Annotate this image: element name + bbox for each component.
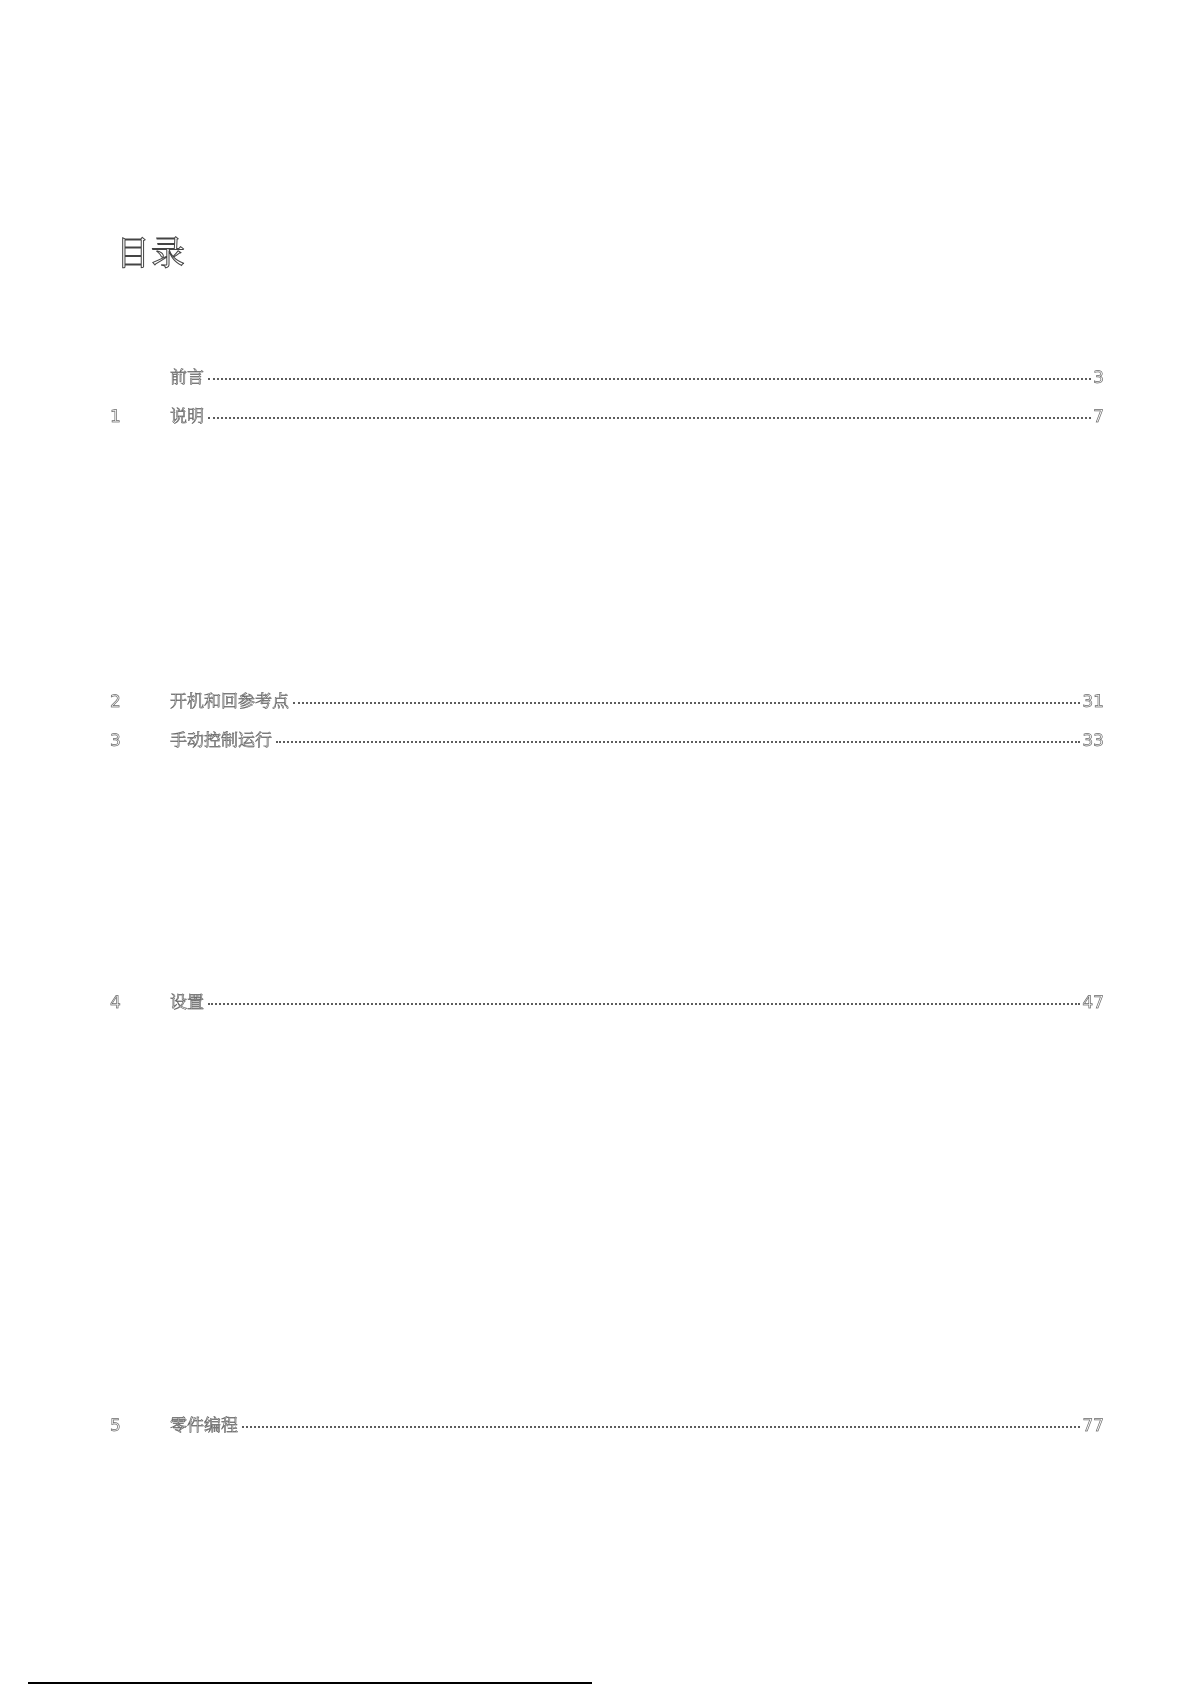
toc-entry-page: 31 [1082,692,1104,712]
toc-entry-preface[interactable] [110,366,1104,390]
toc-entry-page: 47 [1082,993,1104,1013]
toc-entry-chapter-4[interactable] [110,991,1104,1015]
toc-entry-page: 33 [1082,731,1104,751]
toc-dot-leader [242,1424,1080,1428]
toc-entry-title: 开机和回参考点 [170,692,289,712]
toc-entry-chapter-2[interactable] [110,690,1104,714]
toc-entry-number: 1 [110,407,121,427]
toc-entry-number: 3 [110,731,121,751]
toc-entry-chapter-1[interactable] [110,405,1104,429]
toc-dot-leader [276,739,1080,743]
toc-dot-leader [208,415,1091,419]
toc-entry-title: 设置 [170,993,204,1013]
toc-dot-leader [208,1001,1080,1005]
toc-entry-title: 手动控制运行 [170,731,272,751]
toc-entry-chapter-5[interactable] [110,1414,1104,1438]
page-title: 目录 [116,234,186,274]
toc-entry-page: 3 [1093,368,1104,388]
toc-entry-page: 77 [1082,1416,1104,1436]
toc-entry-page: 7 [1093,407,1104,427]
toc-entry-title: 零件编程 [170,1416,238,1436]
toc-entry-number: 2 [110,692,121,712]
toc-dot-leader [208,376,1091,380]
toc-dot-leader [293,700,1080,704]
footer-rule [28,1682,592,1684]
toc-entry-chapter-3[interactable] [110,729,1104,753]
toc-entry-number: 4 [110,993,121,1013]
toc-entry-title: 说明 [170,407,204,427]
toc-entry-title: 前言 [170,368,204,388]
toc-entry-number: 5 [110,1416,121,1436]
